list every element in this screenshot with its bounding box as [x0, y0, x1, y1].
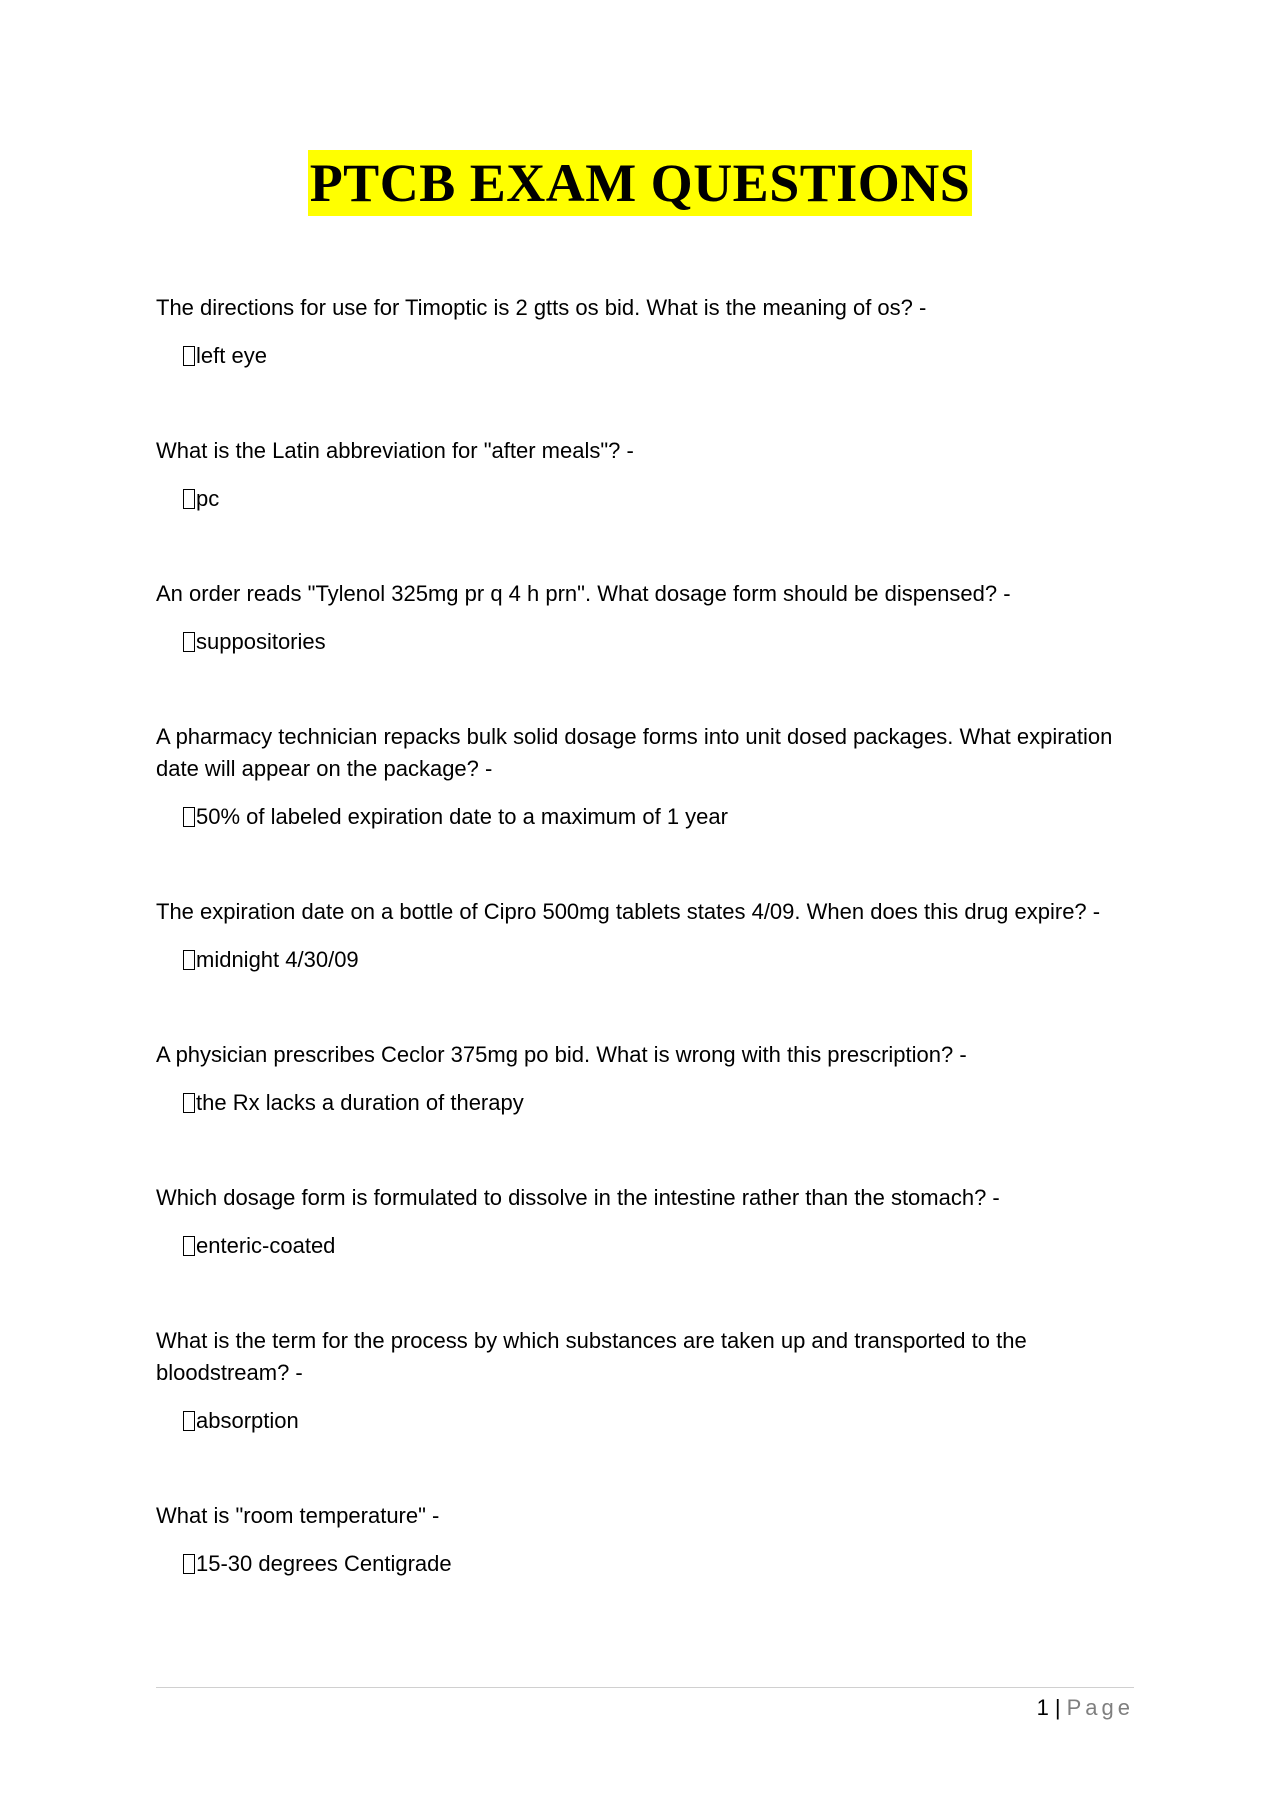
answer-text: pc	[196, 486, 220, 511]
qa-item	[156, 578, 1136, 658]
answer-text: suppositories	[196, 629, 326, 654]
qa-item	[156, 896, 1136, 976]
question-text: The directions for use for Timoptic is 2 gtts os bid. What is the meaning of os? -	[156, 295, 927, 320]
answer-row	[183, 1230, 1136, 1262]
page-number: 1	[1036, 1695, 1049, 1720]
question-text: What is the term for the process by which substances are taken up and transported to the bloodstream? -	[156, 1328, 1027, 1385]
answer-row	[183, 944, 1136, 976]
qa-item	[156, 435, 1136, 515]
qa-item	[156, 1500, 1136, 1580]
answer-text: absorption	[196, 1408, 299, 1433]
page-label: Page	[1066, 1695, 1134, 1720]
answer-text: midnight 4/30/09	[196, 947, 359, 972]
missing-glyph-box-icon	[183, 807, 195, 827]
answer-row	[183, 483, 1136, 515]
qa-item	[156, 1325, 1136, 1437]
answer-text: left eye	[196, 343, 267, 368]
answer-row	[183, 1087, 1136, 1119]
missing-glyph-box-icon	[183, 489, 195, 509]
answer-text: 50% of labeled expiration date to a maximum of 1 year	[196, 804, 728, 829]
question-text: An order reads "Tylenol 325mg pr q 4 h prn". What dosage form should be dispensed? -	[156, 581, 1011, 606]
missing-glyph-box-icon	[183, 346, 195, 366]
answer-row	[183, 1548, 1136, 1580]
page-separator: |	[1054, 1695, 1061, 1720]
question-text: What is the Latin abbreviation for "after meals"? -	[156, 438, 634, 463]
question-text: What is "room temperature" -	[156, 1503, 440, 1528]
answer-text: enteric-coated	[196, 1233, 336, 1258]
missing-glyph-box-icon	[183, 632, 195, 652]
question-text: The expiration date on a bottle of Cipro 500mg tablets states 4/09. When does this drug expire? -	[156, 899, 1101, 924]
qa-item	[156, 1039, 1136, 1119]
answer-row	[183, 1405, 1136, 1437]
answer-text: the Rx lacks a duration of therapy	[196, 1090, 524, 1115]
question-text: Which dosage form is formulated to dissolve in the intestine rather than the stomach? -	[156, 1185, 1000, 1210]
answer-row	[183, 801, 1136, 833]
qa-item	[156, 292, 1136, 372]
answer-row	[183, 340, 1136, 372]
qa-item	[156, 1182, 1136, 1262]
question-text: A physician prescribes Ceclor 375mg po bid. What is wrong with this prescription? -	[156, 1042, 967, 1067]
qa-item	[156, 721, 1136, 833]
missing-glyph-box-icon	[183, 1093, 195, 1113]
answer-row	[183, 626, 1136, 658]
answer-text: 15-30 degrees Centigrade	[196, 1551, 452, 1576]
page-title: PTCB EXAM QUESTIONS	[308, 150, 973, 216]
missing-glyph-box-icon	[183, 1236, 195, 1256]
qa-list	[156, 292, 1136, 1643]
missing-glyph-box-icon	[183, 1411, 195, 1431]
page-footer	[1037, 1692, 1134, 1724]
question-text: A pharmacy technician repacks bulk solid dosage forms into unit dosed packages. What expiration date will appear on the package? -	[156, 724, 1113, 781]
missing-glyph-box-icon	[183, 950, 195, 970]
footer-divider	[156, 1687, 1134, 1688]
title-container	[0, 150, 1280, 216]
missing-glyph-box-icon	[183, 1554, 195, 1574]
